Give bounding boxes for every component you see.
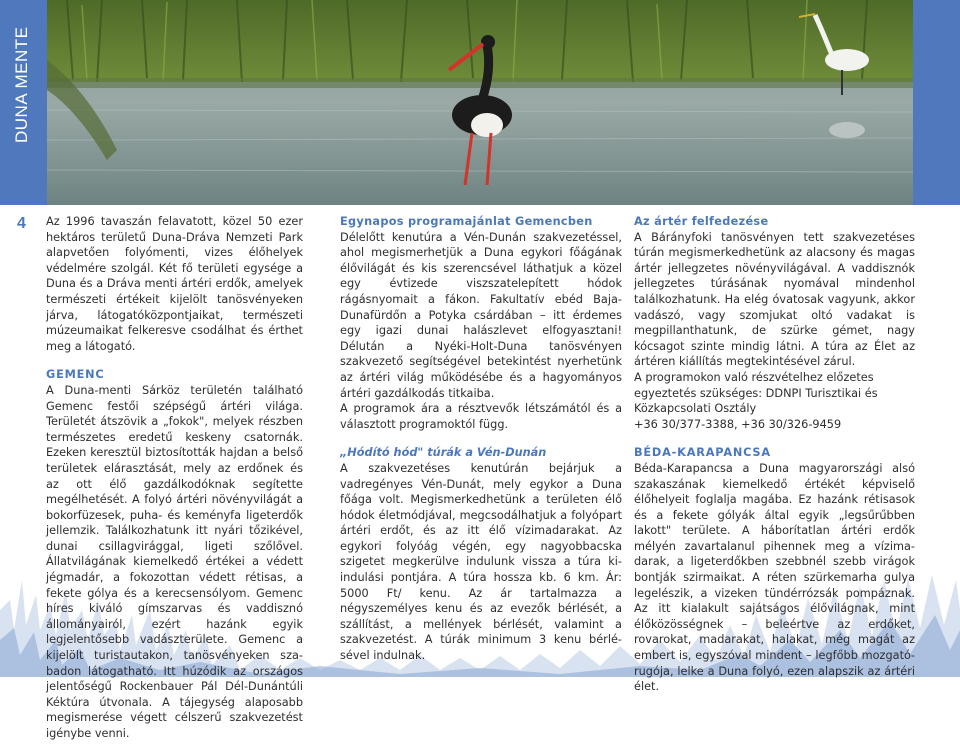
- hodito-paragraph: A szakvezetéses kenutúrán bejárjuk a vadregényes Vén-Dunát, mely egykor a Duna főága volt. Megismerkedhetünk a területen élő hódok életmódjával, megcsodálhatjuk a folyópart ártéri erdőt, és az itt élő vízimadarakat. Az egykori folyóág végén, egy nagyobbacska szigetet megkerülve indulunk vissza a túra kiindulási pontjára. A túra hossza kb. 6 km. Ár: 5000 Ft/ kenu. Az ár tartalmazza a négyszemélyes kenu és az evezők bérlését, a szállítást, a mellények bérlését, valamint a szakvezetést. A túrák minimum 3 kenu bérlésével indulnak.: [340, 461, 622, 663]
- side-title: DUNA MENTE: [12, 26, 31, 143]
- page-number: 4: [17, 215, 26, 232]
- program-heading: Egynapos programajánlat Gemencben: [340, 215, 593, 228]
- arter-phone: +36 30/377-3388, +36 30/326-9459: [634, 417, 842, 431]
- intro-paragraph: Az 1996 tavaszán felavatott, közel 50 ezer hektáros területű Duna-Dráva Nemzeti Park alapvetően folyómenti, vizes élőhelyek védelmére szolgál. Két fő területi egysége a Duna és a Dráva menti ártéri erdők, amelyek természeti értékeit kijelölt tanösvényeken járva, látogatóközpontjaikat, természeti múzeumaikat felkeresve csodálhat és érthet meg a látogató.: [46, 215, 303, 353]
- beda-paragraph: Béda-Karapancsa a Duna magyarországi alsó szakaszának kiemelkedő értékét képviselő élőhelyeit foglalja magába. Ez hazánk rétisasok és a fekete gólyák által egyik „legsűrűbben lakott" területe. A háborítatlan ártéri erdők mélyén zavartalanul pihennek meg a vízimadarak, a ligeterdőkben szebbnél szebb virágok bontják szirmaikat. A réten szürkemarha gulya legelészik, a vizeken tündérrózsák pompáznak. Az itt kialakult sajátságos élővilágnak, mint élőközösségnek – beleértve az erdőket, rovarokat, madarakat, halakat, még magát az embert is, egyszóval mindent – legfőbb mozgatórugója, lelke a Duna folyó, ezen alapszik az ártéri élet.: [634, 461, 915, 694]
- column-2: [340, 214, 622, 677]
- storks-wetland-photo: [47, 0, 913, 205]
- arter-heading: Az ártér felfedezése: [634, 215, 769, 228]
- gemenc-heading: GEMENC: [46, 368, 105, 382]
- hodito-heading: „Hódító hód" túrák a Vén-Dunán: [340, 446, 547, 460]
- program-price-paragraph: A programok ára a résztvevők létszámától és a választott programoktól függ.: [340, 402, 622, 431]
- arter-paragraph: A Bárányfoki tanösvényen tett szakvezetéses túrán megismerkedhetünk az alacsony és magas ártér jellegzetes növényvilágával. A vaddisznók jellegzetes túrásának nyomával mindenhol találkozhatunk. Ha elég óvatosak vagyunk, akkor vadászó, vagy szomjukat oltó vadakat is megpillanthatunk, de szürke gémet, nagy kócsagot szinte mindig látni. A túra az Élet az ártéren kiállítás megtekintésével zárul.: [634, 230, 915, 369]
- arter-contact: A programokon való részvételhez előzetes egyeztetés szükséges: DDNPI Turisztikai és Közkapcsolati Osztály: [634, 370, 878, 416]
- gemenc-paragraph: A Duna-menti Sárköz területén található Gemenc festői szépségű ártéri világa. Területét átszövik a „fokok", melyek részben természetes eredetű keskeny csatornák. Ezeken keresztül biztosították hajdan a belső területek elárasztását, mely az erdőnek és az ott élő gazdálkodóknak segítette megélhetését. A folyó ártéri növényvilágát a bokorfüzesek, puha- és keményfa ligeterdők jellemzik. Találkozhatunk itt nyári tőzikével, dunai csillagvirággal, ligeti szőlővel. Állatvilágának kiemelkedő értékei a védett jégmadár, a fokozottan védett rétisas, a fekete gólya és a kerecsensólyom. Gemenc híres kiváló gímszarvas és vaddisznó állományairól, ezért hazánk egyik legjelentősebb vadászterülete. Gemenc a kijelölt turistautakon, tanösvényeken szabadon látogatható. Itt húzódik az országos jelentőségű Rockenbauer Pál Dél-Dunántúli Kéktúra útvonala. A tájegység alaposabb megismerése végett célszerű szakvezetést igénybe venni.: [46, 383, 303, 740]
- column-1: [46, 214, 303, 755]
- column-3: [634, 214, 915, 708]
- program-paragraph: Délelőtt kenutúra a Vén-Dunán szakvezetéssel, ahol megismerhetjük a Duna egykori főágának élővilágát és kis szerencsével láthatjuk a közel egy évtizede viszszatelepített hódok rágásnyomait a fákon. Fakultatív ebéd Baja-Dunafürdőn a Potyka csárdában – itt érdemes egy igazi dunai halászlevet elfogyasztani! Délután a Nyéki-Holt-Duna tanösvényen szakvezető segítségével betekintést nyerhetünk az ártéri világ működésébe és a hagyományos ártéri gazdálkodás titkaiba.: [340, 230, 622, 400]
- beda-heading: BÉDA-KARAPANCSA: [634, 446, 771, 460]
- side-band: [0, 0, 47, 205]
- right-band: [913, 0, 960, 205]
